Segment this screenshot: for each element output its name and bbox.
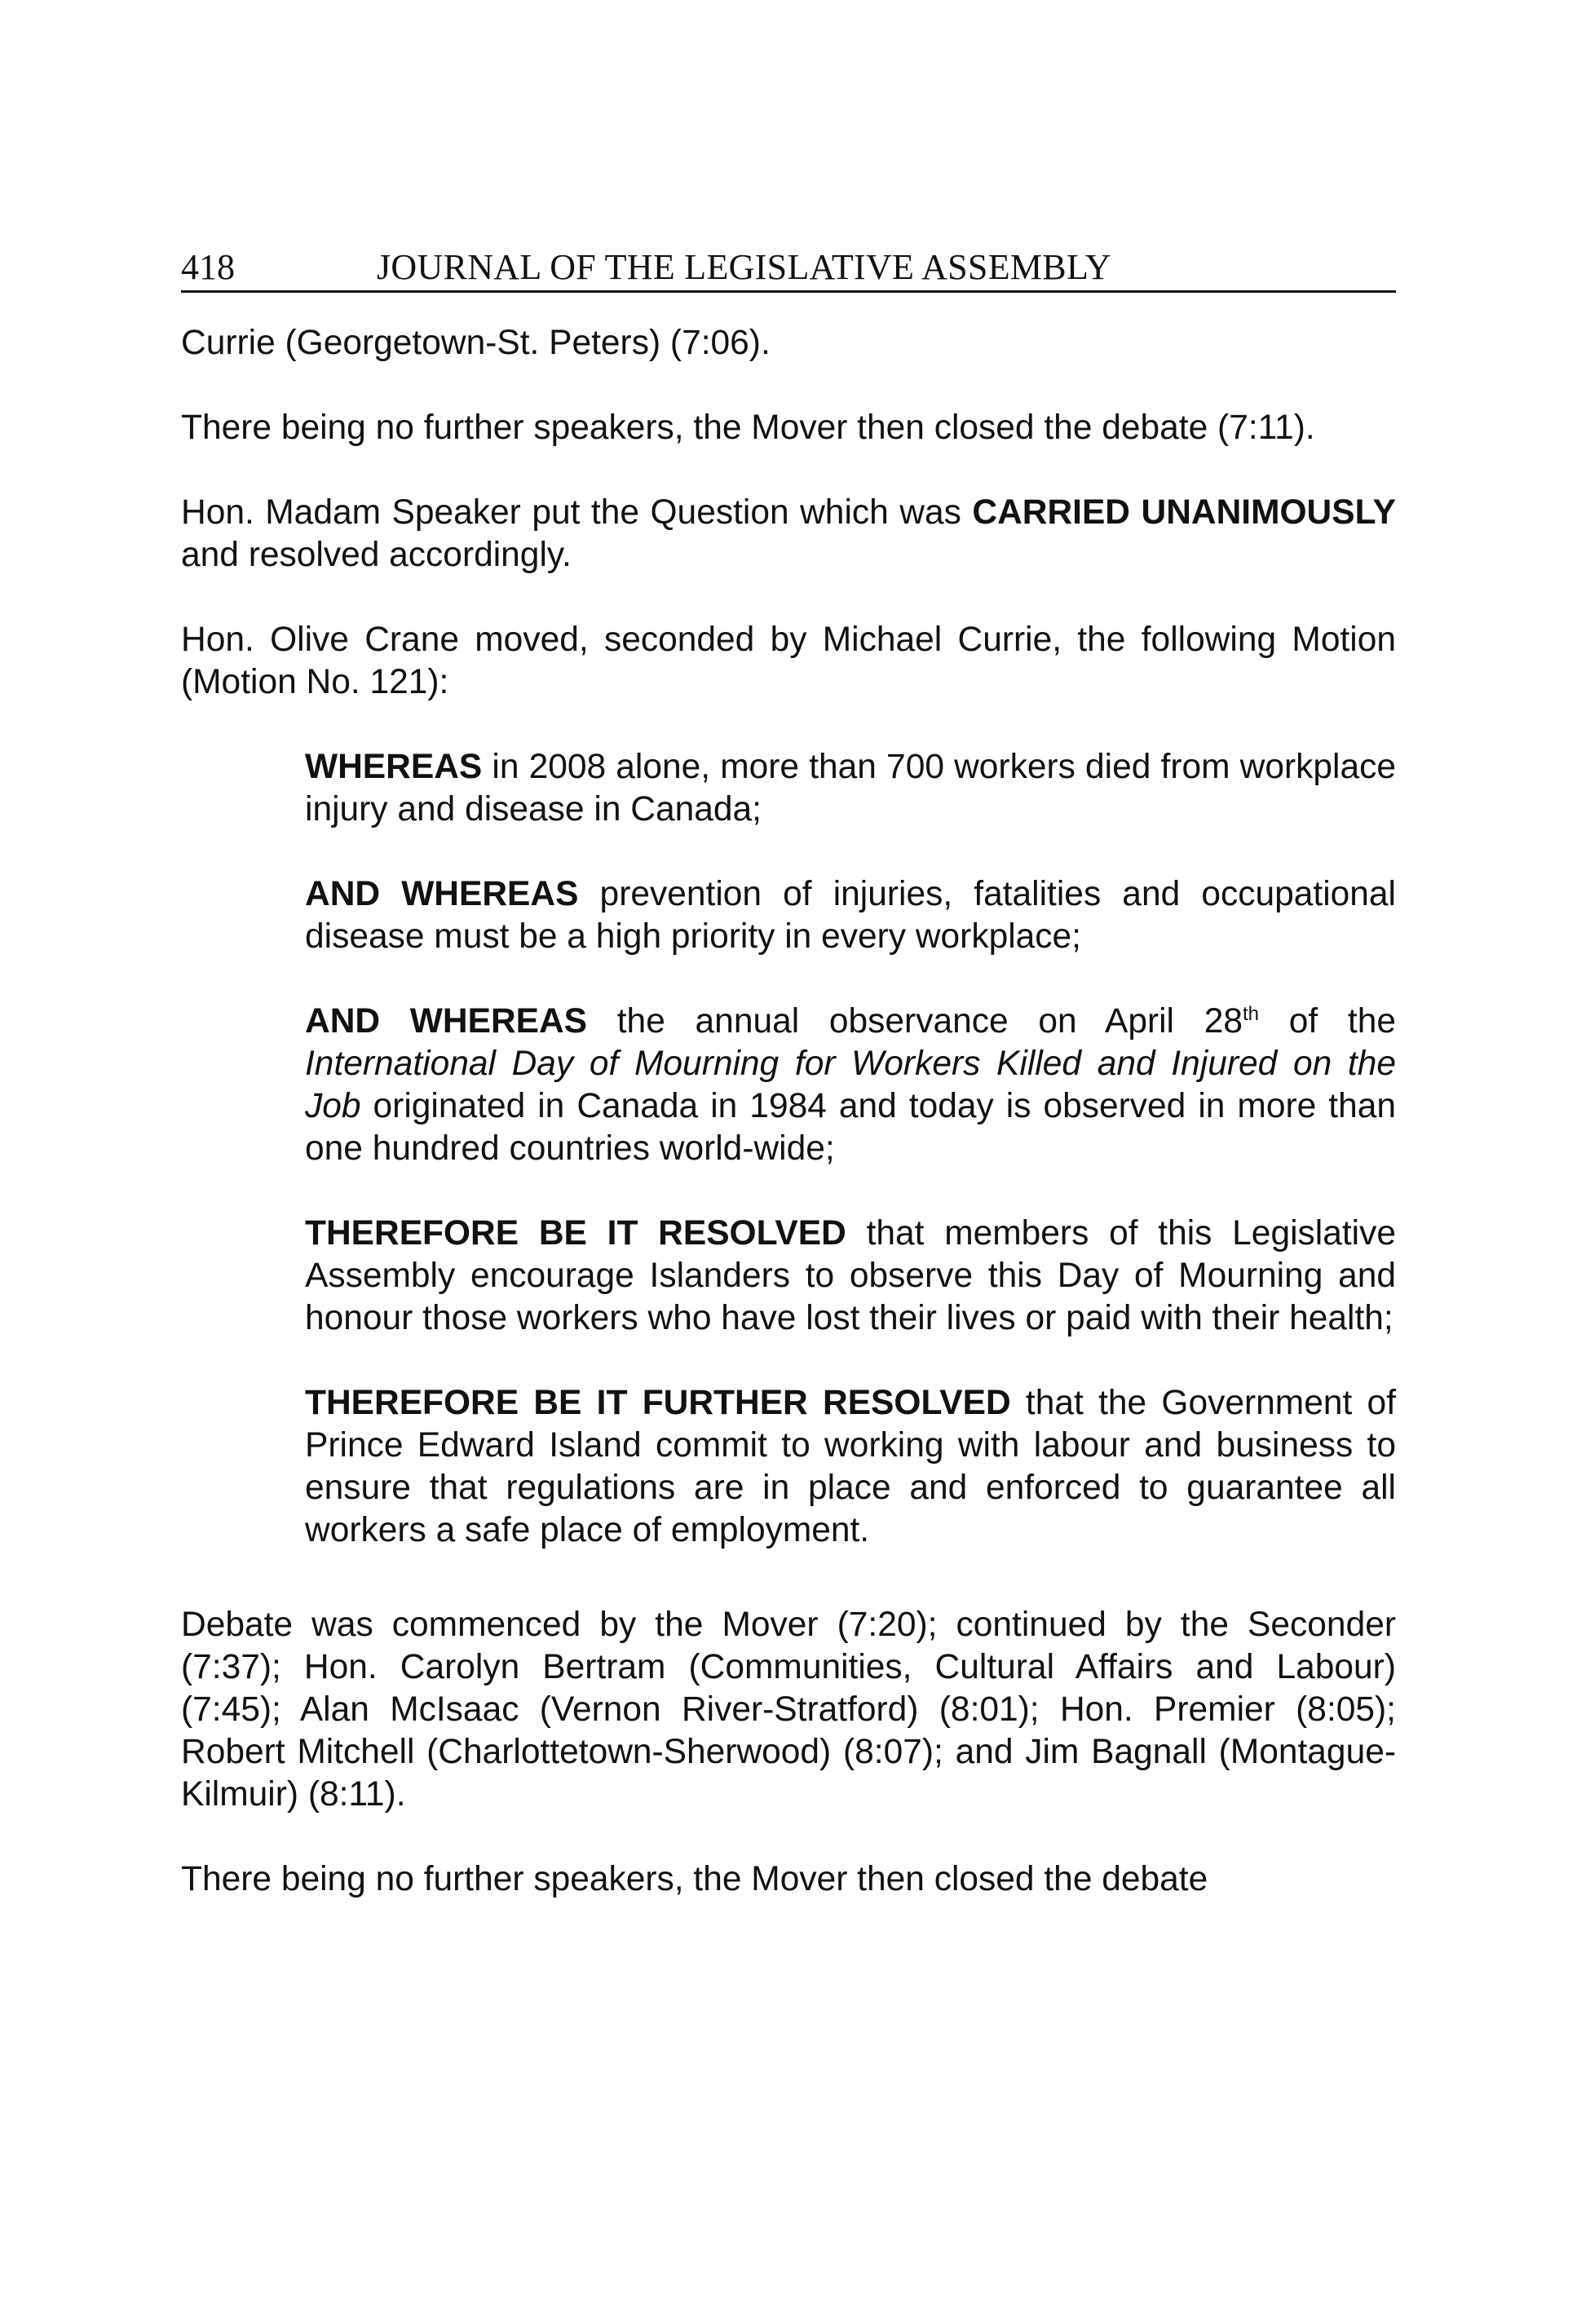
and-whereas-label: AND WHEREAS xyxy=(305,875,579,913)
whereas-3-text-c: originated in Canada in 1984 and today is observed in more than one hundred countries world-wide; xyxy=(305,1087,1396,1168)
and-whereas-label: AND WHEREAS xyxy=(305,1002,588,1040)
question-text-after: and resolved accordingly. xyxy=(181,536,572,574)
carried-unanimously-label: CARRIED UNANIMOUSLY xyxy=(972,493,1396,532)
whereas-2-text: prevention of injuries, fatalities and occupational disease must be a high priority in every workplace; xyxy=(305,875,1396,956)
whereas-1-text: in 2008 alone, more than 700 workers died from workplace injury and disease in Canada; xyxy=(305,748,1396,828)
page-body xyxy=(181,322,1396,1901)
whereas-3-text-b: of the xyxy=(1259,1002,1396,1040)
question-text-before: Hon. Madam Speaker put the Question which was xyxy=(181,493,973,532)
whereas-label: WHEREAS xyxy=(305,748,483,786)
paragraph-currie-continued: Currie (Georgetown-St. Peters) (7:06). xyxy=(181,324,771,362)
day-of-mourning-title: International Day of Mourning for Workers Killed and Injured on the Job xyxy=(305,1045,1396,1125)
motion-resolved-2 xyxy=(305,1382,1396,1552)
motion-whereas-2 xyxy=(305,873,1396,958)
motion-whereas-3 xyxy=(305,1001,1396,1170)
paragraph-debate-closed-1: There being no further speakers, the Mover then closed the debate (7:11). xyxy=(181,409,1315,447)
running-header xyxy=(181,245,1396,293)
paragraph-question-carried xyxy=(181,492,1396,577)
journal-page xyxy=(181,245,1396,1901)
motion-whereas-1 xyxy=(305,746,1396,831)
paragraph-debate-closed-2: There being no further speakers, the Mover then closed the debate xyxy=(181,1860,1208,1898)
whereas-3-text-a: the annual observance on April 28 xyxy=(587,1002,1243,1040)
journal-title: JOURNAL OF THE LEGISLATIVE ASSEMBLY xyxy=(377,247,1111,287)
resolved-2-text: that the Government of Prince Edward Island commit to working with labour and business to ensure that regulations are in place and enforced to guarantee all workers a safe place of employment. xyxy=(305,1384,1396,1549)
motion-121-text xyxy=(305,746,1396,1552)
therefore-resolved-label: THEREFORE BE IT RESOLVED xyxy=(305,1214,846,1253)
page-number: 418 xyxy=(181,247,235,287)
resolved-1-text: that members of this Legislative Assembly encourage Islanders to observe this Day of Mourning and honour those workers who have lost their lives or paid with their health; xyxy=(305,1214,1396,1337)
paragraph-motion-intro: Hon. Olive Crane moved, seconded by Michael Currie, the following Motion (Motion No. 121): xyxy=(181,621,1396,701)
motion-resolved-1 xyxy=(305,1213,1396,1340)
therefore-further-resolved-label: THEREFORE BE IT FURTHER RESOLVED xyxy=(305,1384,1011,1422)
paragraph-debate-record: Debate was commenced by the Mover (7:20); continued by the Seconder (7:37); Hon. Carolyn Bertram (Communities, Cultural Affairs and Labour) (7:45); Alan McIsaac (Vernon River-Stratford) (8:01); Hon. Premier (8:05); Robert Mitchell (Charlottetown-Sherwood) (8:07); and Jim Bagnall (Montague-Kilmuir) (8:11). xyxy=(181,1606,1396,1814)
ordinal-superscript: th xyxy=(1243,1002,1260,1025)
